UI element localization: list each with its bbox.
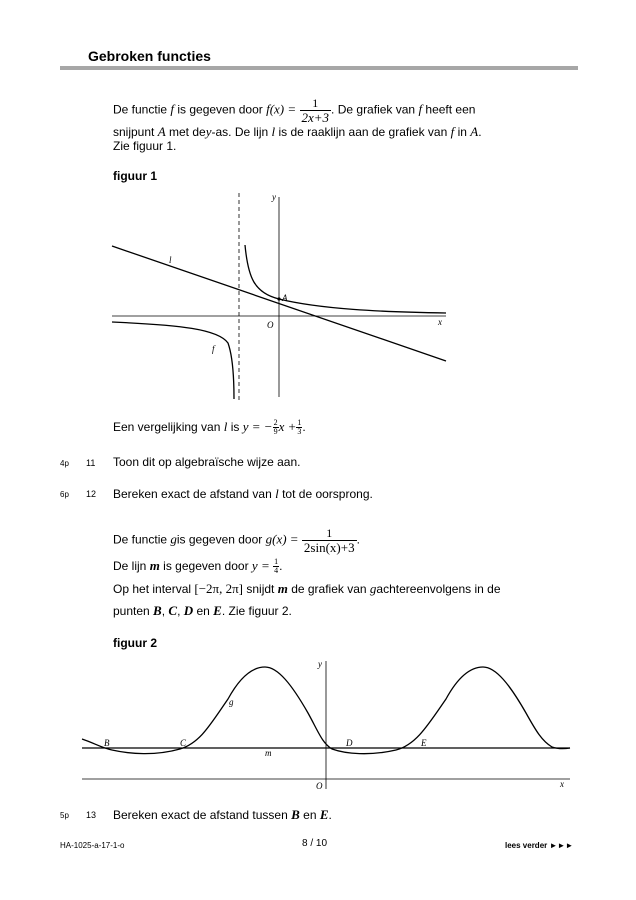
q11-text: Toon dit op algebraïsche wijze aan.	[113, 455, 301, 469]
fig2-point-D-label: D	[346, 738, 353, 748]
fig2-line-m-label: m	[265, 748, 272, 758]
q13-number: 13	[86, 810, 97, 820]
fig2-origin-label: O	[316, 781, 323, 791]
g-fraction: $\frac{1}{2\sin(x)+3}$	[303, 526, 355, 555]
fig1-x-label: x	[438, 317, 442, 327]
fig1-y-label: y	[272, 192, 276, 202]
interval-sentence: Op het interval [−2π, 2π] snijdt m de grafiek van gachtereenvolgens in de	[113, 581, 501, 596]
fig1-line-l-label: l	[169, 255, 172, 265]
fig1-point-A	[277, 297, 280, 300]
f-fraction: $\frac{1}{2x+3}$	[301, 96, 330, 125]
equation-of-l: Een vergelijking van l is y = − $\frac{2}{9}$ x + $\frac{1}{3}$ .	[113, 418, 306, 437]
header-divider	[60, 66, 578, 70]
figure-2-label: figuur 2	[113, 636, 157, 650]
fig1-point-A-label: A	[282, 293, 288, 303]
fig2-point-E-label: E	[421, 738, 427, 748]
q12-points: 6p	[60, 490, 69, 499]
page-title: Gebroken functies	[88, 48, 211, 64]
intro-line-1: De functie f is gegeven door f(x) = $\frac{1}{2x+3}$ . De grafiek van f heeft een	[113, 96, 476, 125]
q11-number: 11	[86, 458, 96, 468]
q13-points: 5p	[60, 811, 69, 820]
m-definition: De lijn m is gegeven door y = $\frac{1}{4}$ .	[113, 557, 283, 576]
fig2-curve-g-label: g	[229, 697, 234, 707]
points-sentence: punten B, C, D en E. Zie figuur 2.	[113, 603, 292, 618]
fig2-x-label: x	[560, 779, 564, 789]
footer-next: lees verder ►►►	[505, 841, 574, 850]
fig1-origin-label: O	[267, 320, 274, 330]
figure-1-graph	[100, 185, 460, 405]
q11-points: 4p	[60, 459, 69, 468]
q13-text: Bereken exact de afstand tussen B en E.	[113, 807, 332, 822]
fig1-curve-f-left	[112, 322, 234, 399]
intro-line-3: Zie figuur 1.	[113, 139, 177, 153]
g-definition: De functie gis gegeven door g(x) = $\frac{1}{2\sin(x)+3}$ .	[113, 526, 360, 555]
intro-line-2: snijpunt A met dey-as. De lijn l is de raaklijn aan de grafiek van f in A.	[113, 124, 482, 139]
f-lhs: f(x) =	[266, 101, 297, 117]
fig2-y-label: y	[318, 659, 322, 669]
footer-code: HA-1025-a-17-1-o	[60, 841, 125, 850]
figure-1-label: figuur 1	[113, 169, 157, 183]
figure-2-graph	[80, 655, 575, 795]
fig2-point-B-label: B	[104, 738, 110, 748]
q12-text: Bereken exact de afstand van l tot de oorsprong.	[113, 486, 373, 501]
fig2-point-C-label: C	[180, 738, 187, 748]
footer-page-number: 8 / 10	[302, 838, 328, 849]
fig1-curve-f-label: f	[212, 344, 215, 354]
q12-number: 12	[86, 489, 97, 499]
